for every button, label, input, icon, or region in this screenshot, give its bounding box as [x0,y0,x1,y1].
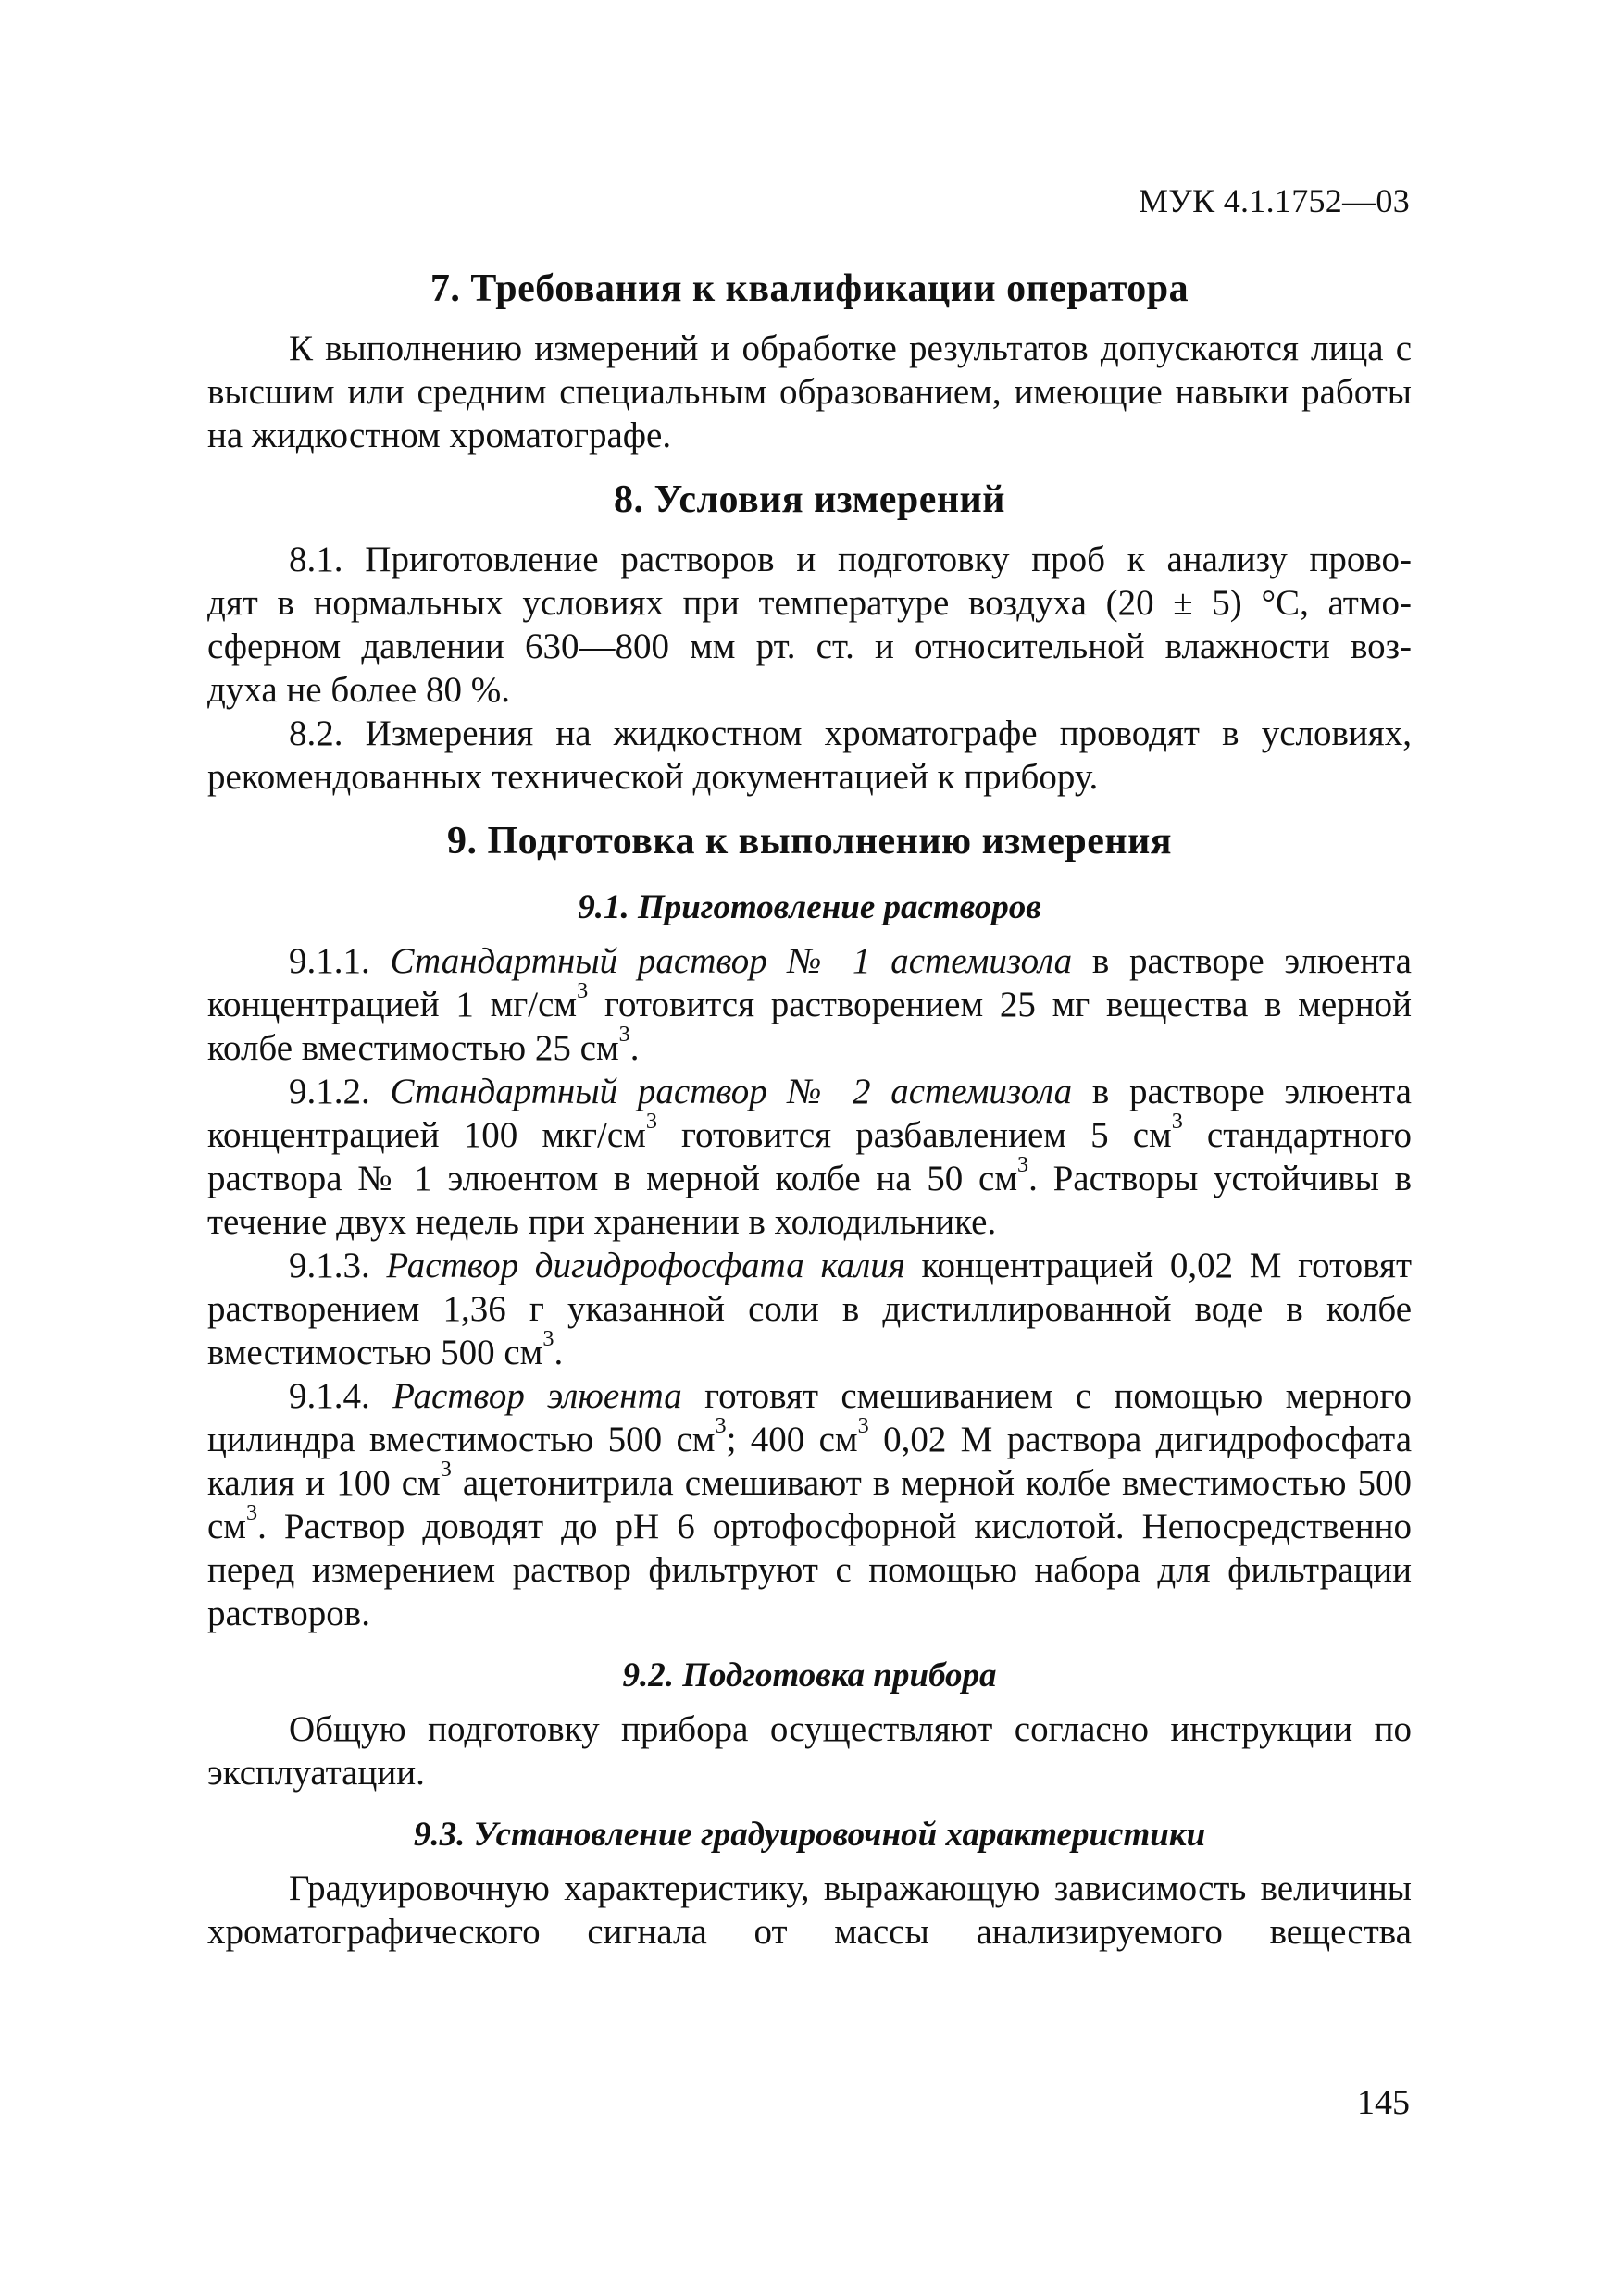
p914-sup-2: 3 [857,1413,869,1439]
p914-text-1: готовят смешиванием с помощью мерного цилиндра вместимостью 500 см [207,1376,1412,1459]
section-7-paragraph: К выполнению измерений и обработке результатов допускаются лица с высшим или средним специальным образованием, имеющие навыки работы на жидкостном хроматографе. [207,329,1412,455]
p911-italic: Стандартный раствор № 1 астемизола [390,941,1073,981]
p914-text-5: . Раствор доводят до pH 6 ортофосфорной кислотой. Непосредственно перед измерением раствор фильтруют с помощью набора для фильтрации растворов. [207,1507,1412,1633]
p912-text-4: . Растворы устойчивы в течение двух недель при хранении в холодильнике. [207,1159,1412,1242]
p914-text-3: 0,02 М раствора дигидрофосфата калия и 100 см [207,1420,1413,1503]
p913-num: 9.1.3. [289,1246,387,1285]
paragraph-8-2: 8.2. Измерения на жидкостном хроматографе проводят в условиях, рекомендованных технической документацией к прибору. [207,714,1412,797]
p914-num: 9.1.4. [289,1376,393,1416]
p914-sup-3: 3 [440,1457,452,1483]
document-code: МУК 4.1.1752—03 [1138,182,1410,219]
p912-sup-1: 3 [645,1109,657,1135]
p911-text-3: . [629,1028,640,1068]
p911-text-1: в растворе элюента концентрацией 1 мг/см [207,941,1412,1024]
p913-text-1: концентрацией 0,02 М готовят растворением 1,36 г указанной соли в дистиллированной воде в колбе вместимостью 500 см [207,1246,1412,1372]
paragraph-8-1-line-4: духа не более 80 %. [207,670,510,710]
p911-sup-2: 3 [618,1022,630,1048]
subsection-9-3-title: 9.3. Установление градуировочной характеристики [413,1816,1206,1854]
p914-sup-4: 3 [246,1500,258,1526]
p914-text-4: ацетонитрила смешивают в мерной колбе вместимостью 500 см [207,1463,1412,1546]
p912-sup-3: 3 [1017,1152,1029,1178]
page-number: 145 [1357,2083,1410,2122]
section-7-title: 7. Требования к квалификации оператора [430,267,1189,310]
p912-italic: Стандартный раствор № 2 астемизола [390,1072,1073,1111]
p914-sup-1: 3 [715,1413,727,1439]
paragraph-8-1 [207,538,1412,712]
p914-italic: Раствор элюента [392,1376,682,1416]
p911-num: 9.1.1. [289,941,391,981]
p912-num: 9.1.2. [289,1072,391,1111]
p913-italic: Раствор дигидрофосфата калия [386,1246,905,1285]
p912-text-1: в растворе элюента концентрацией 100 мкг/см [207,1072,1412,1155]
section-9-title: 9. Подготовка к выполнению измерения [446,820,1173,863]
p913-text-2: . [554,1333,564,1372]
paragraph-9-1-4 [207,1374,1412,1635]
paragraph-8-1-line-2: дят в нормальных условиях при температуре воздуха (20 ± 5) °С, атмо- [207,583,1412,623]
page-content [207,264,1412,1954]
paragraph-8-1-line-1: 8.1. Приготовление растворов и подготовку проб к анализу прово- [289,540,1412,579]
p911-text-2: готовится растворением 25 мг вещества в мерной колбе вместимостью 25 см [207,985,1412,1068]
p913-sup-1: 3 [542,1326,554,1352]
p912-sup-2: 3 [1171,1109,1183,1135]
paragraph-9-1-2 [207,1070,1412,1244]
subsection-9-1-title: 9.1. Приготовление растворов [578,888,1041,926]
paragraph-9-1-3 [207,1244,1412,1374]
section-8-title: 8. Условия измерений [614,478,1005,521]
paragraph-8-1-line-3: сферном давлении 630—800 мм рт. ст. и относительной влажности воз- [207,627,1412,666]
paragraph-9-2: Общую подготовку прибора осуществляют согласно инструкции по эксплуатации. [207,1709,1412,1793]
p914-text-2: ; 400 см [726,1420,858,1459]
subsection-9-2-title: 9.2. Подготовка прибора [622,1657,997,1694]
p912-text-3: стандартного раствора № 1 элюентом в мерной колбе на 50 см [207,1115,1412,1198]
paragraph-9-1-1 [207,939,1412,1070]
p911-sup-1: 3 [577,978,589,1004]
p912-text-2: готовится разбавлением 5 см [656,1115,1172,1155]
paragraph-9-3: Градуировочную характеристику, выражающую зависимость величины хроматографического сигнала от массы анализируемого вещества [207,1868,1412,1952]
